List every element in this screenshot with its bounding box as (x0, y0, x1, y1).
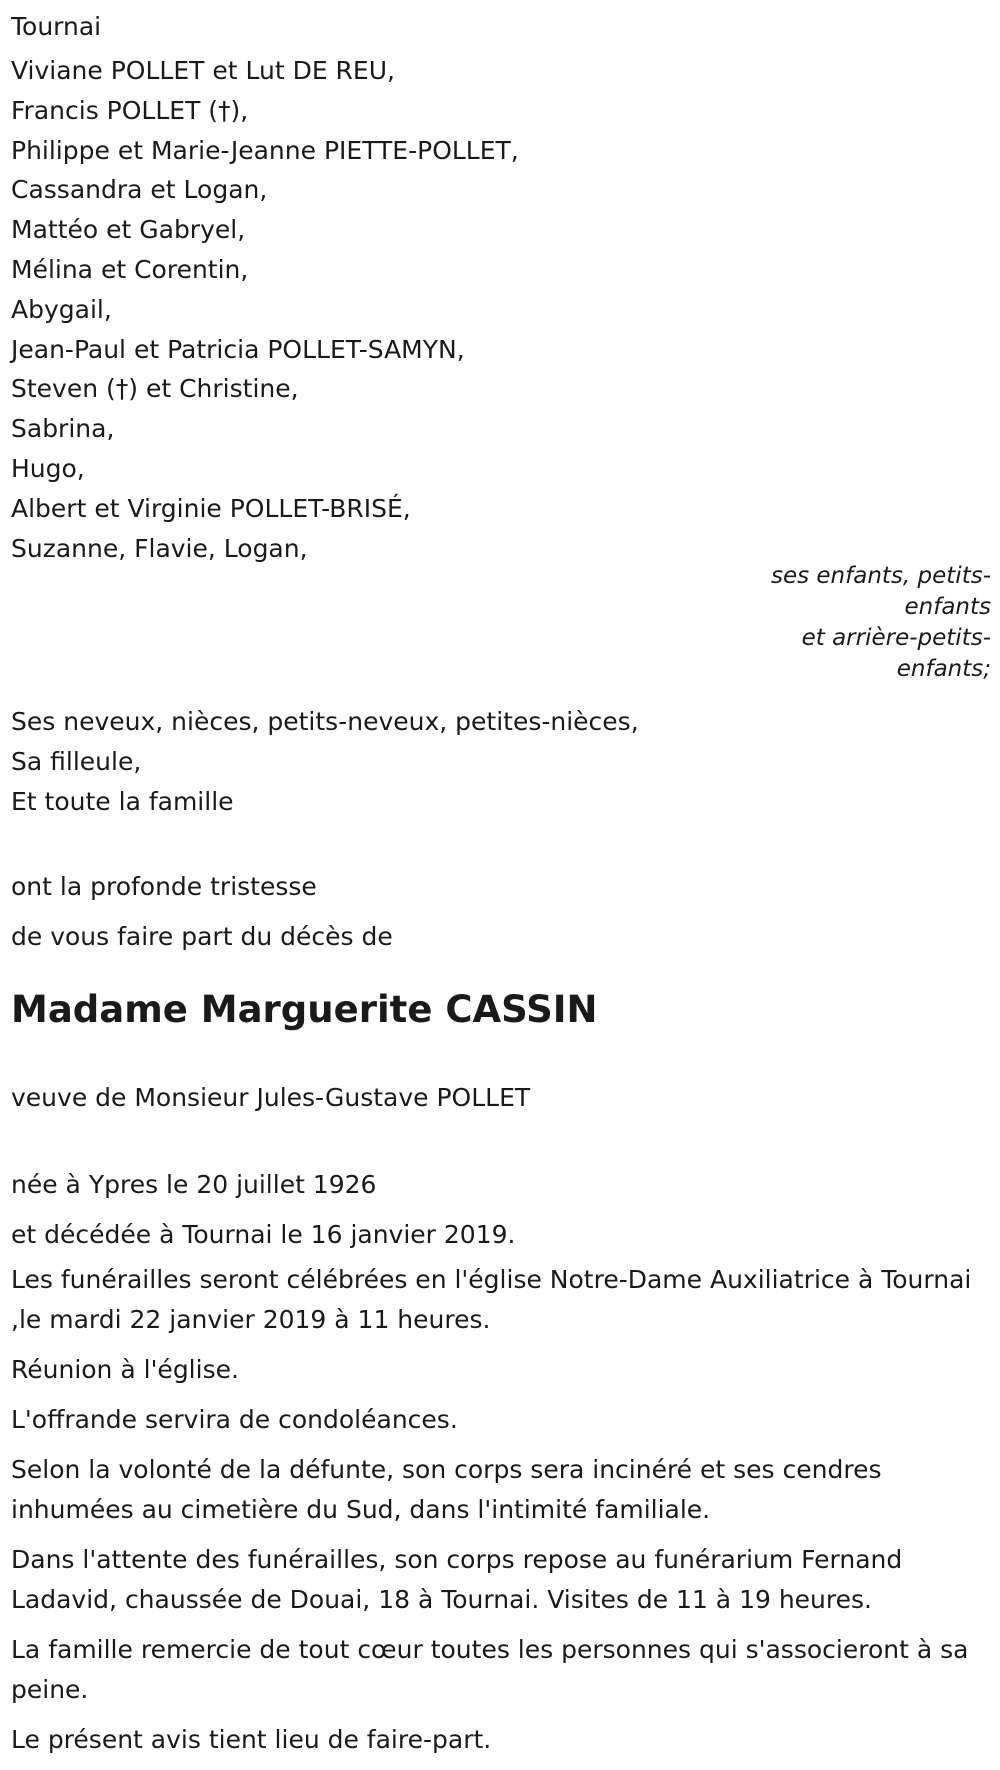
death-info: et décédée à Tournai le 16 janvier 2019. (11, 1220, 516, 1249)
family-line: Abygail, (11, 294, 112, 324)
intro-line: de vous faire part du décès de (11, 922, 393, 951)
offering-info: L'offrande servira de condoléances. (11, 1405, 458, 1434)
relation-children: ses enfants, petits-enfants (770, 563, 991, 620)
city-heading: Tournai (11, 12, 102, 41)
notice-disclaimer: Le présent avis tient lieu de faire-part. (11, 1725, 492, 1754)
funerarium-info: Dans l'attente des funérailles, son corps repose au funérarium Fernand Ladavid, chaussée de Douai, 18 à Tournai. Visites de 11 à 19 heures. (11, 1545, 903, 1614)
relatives-line: Sa filleule, (11, 747, 142, 776)
family-line: Philippe et Marie-Jeanne PIETTE-POLLET, (11, 135, 519, 165)
family-line: Steven (†) et Christine, (11, 374, 299, 404)
meeting-info: Réunion à l'église. (11, 1355, 239, 1384)
family-line: Albert et Virginie POLLET-BRISÉ, (11, 493, 411, 523)
other-relatives (11, 702, 639, 822)
family-line: Francis POLLET (†), (11, 95, 249, 125)
family-line: Hugo, (11, 453, 85, 483)
family-line: Mélina et Corentin, (11, 254, 249, 284)
birth-info: née à Ypres le 20 juillet 1926 (11, 1170, 377, 1199)
family-line: Sabrina, (11, 414, 115, 444)
intro-line: ont la profonde tristesse (11, 872, 317, 901)
relatives-line: Ses neveux, nièces, petits-neveux, petites-nièces, (11, 707, 639, 736)
notice-details (11, 1160, 986, 1770)
deceased-name: Madame Marguerite CASSIN (11, 988, 598, 1031)
relation-great-grandchildren: et arrière-petits-enfants; (801, 625, 991, 682)
family-line: Jean-Paul et Patricia POLLET-SAMYN, (11, 334, 465, 364)
family-list (11, 51, 991, 568)
family-line: Cassandra et Logan, (11, 175, 268, 205)
family-line: Viviane POLLET et Lut DE REU, (11, 56, 395, 85)
relatives-line: Et toute la famille (11, 787, 234, 816)
cremation-info: Selon la volonté de la défunte, son corps sera incinéré et ses cendres inhumées au cimetière du Sud, dans l'intimité familiale. (11, 1455, 882, 1524)
announcement-intro (11, 862, 393, 962)
family-line: Suzanne, Flavie, Logan, (11, 533, 308, 563)
widow-of: veuve de Monsieur Jules-Gustave POLLET (11, 1083, 531, 1112)
thanks-info: La famille remercie de tout cœur toutes les personnes qui s'associeront à sa peine. (11, 1635, 969, 1704)
death-notice (11, 0, 991, 1754)
family-line: Mattéo et Gabryel, (11, 215, 246, 245)
funeral-info: Les funérailles seront célébrées en l'église Notre-Dame Auxiliatrice à Tournai ,le mardi 22 janvier 2019 à 11 heures. (11, 1265, 972, 1334)
